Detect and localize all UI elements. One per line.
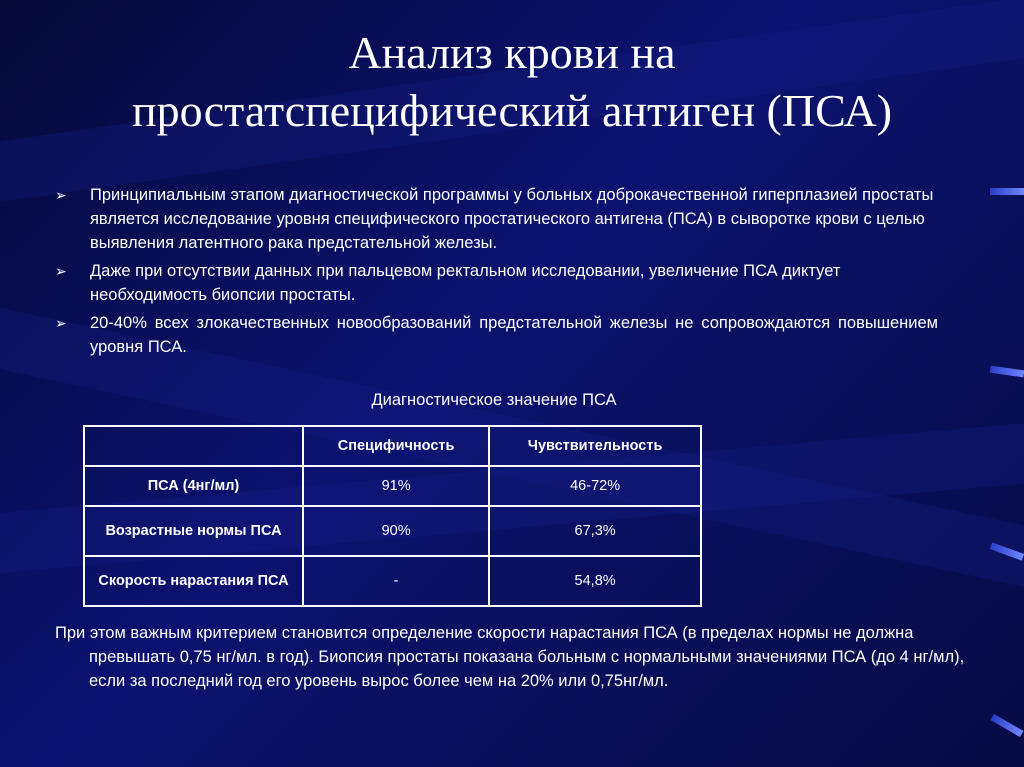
conclusion-paragraph: При этом важным критерием становится определение скорости нарастания ПСА (в пределах нормы не должна превышать 0,75 нг/мл. в год). Биопсия простаты показана больным с нормальными значениями ПСА (до 4 нг/мл), если за последний год его уровень вырос более чем на 20% или 0,75нг/мл. [55,624,965,690]
table-row [84,556,701,606]
row-label: Возрастные нормы ПСА [84,506,303,556]
bullet-item [55,311,938,359]
specificity-value: 91% [303,466,489,506]
bullet-text: Даже при отсутствии данных при пальцевом ректальном исследовании, увеличение ПСА диктует необходимость биопсии простаты. [90,262,841,304]
table-caption: Диагностическое значение ПСА [371,391,617,409]
sensitivity-value: 54,8% [489,556,701,606]
row-label: Скорость нарастания ПСА [84,556,303,606]
sensitivity-value: 46-72% [489,466,701,506]
bullet-item [55,259,938,307]
title-line-2: простатспецифический антиген (ПСА) [131,85,893,136]
table-header-sensitivity: Чувствительность [489,426,701,466]
specificity-value: - [303,556,489,606]
table-header-empty [84,426,303,466]
arrow-bullet-icon: ➢ [55,187,67,203]
table-header-specificity: Специфичность [303,426,489,466]
slide-title [40,24,984,140]
bullet-text: Принципиальным этапом диагностической программы у больных доброкачественной гиперплазией простаты является исследование уровня специфического простатического антигена (ПСА) в сыворотке крови с целью выявления латентного рака предстательной железы. [90,186,934,252]
table-row [84,466,701,506]
table-header-row [84,426,701,466]
specificity-value: 90% [303,506,489,556]
psa-table [83,425,702,607]
title-line-1: Анализ крови на [348,27,676,78]
bullet-list [55,183,938,363]
bullet-item [55,183,938,255]
arrow-bullet-icon: ➢ [55,315,67,331]
table-row [84,506,701,556]
row-label: ПСА (4нг/мл) [84,466,303,506]
sensitivity-value: 67,3% [489,506,701,556]
bullet-text: 20-40% всех злокачественных новообразований предстательной железы не сопровождаются повышением уровня ПСА. [90,314,938,356]
arrow-bullet-icon: ➢ [55,263,67,279]
side-accent-bar [990,188,1024,195]
